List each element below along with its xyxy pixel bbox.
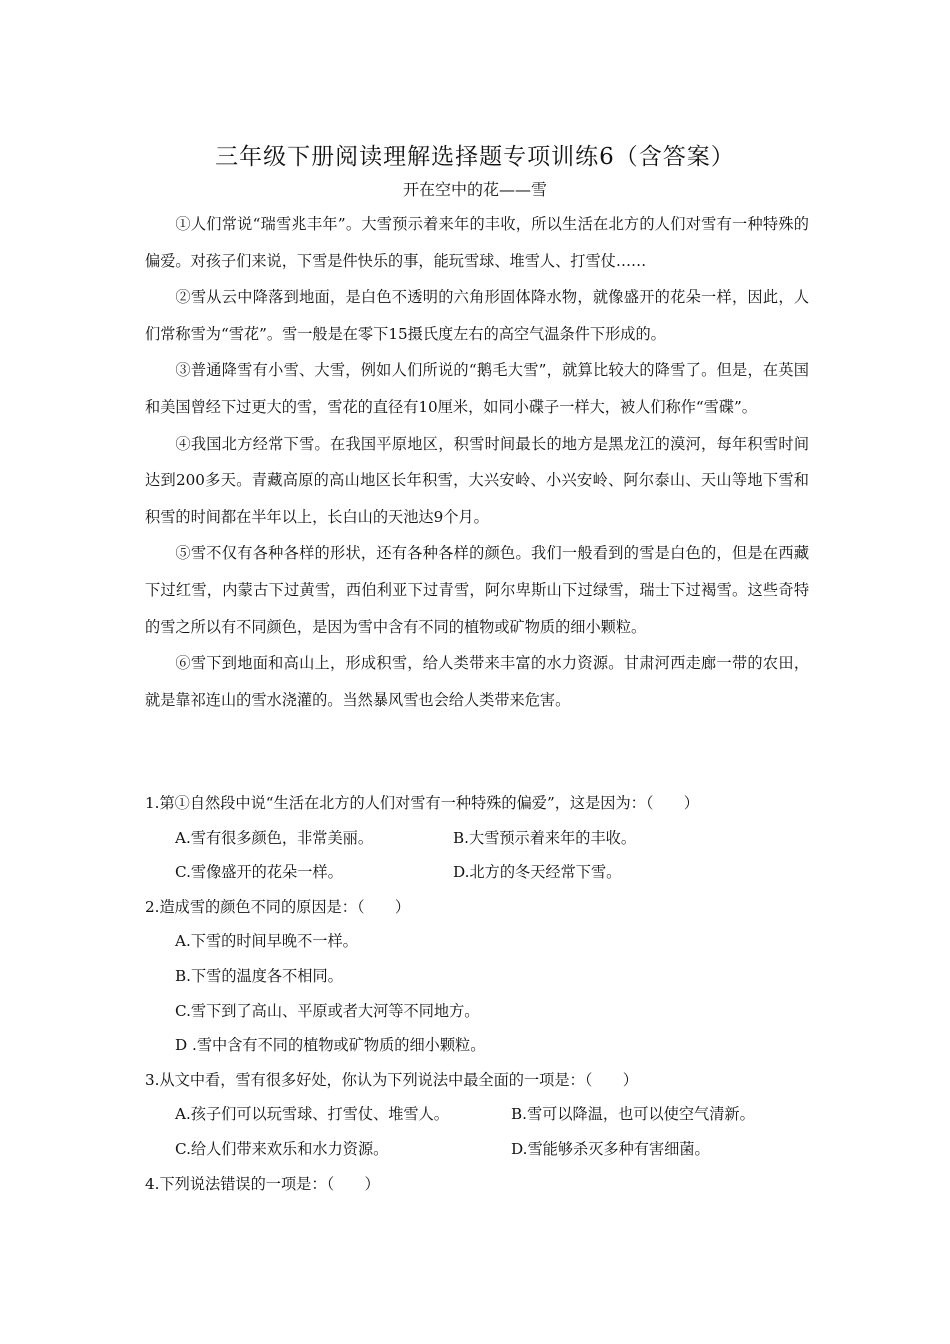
question-3-stem: 3.从文中看，雪有很多好处，你认为下列说法中最全面的一项是：（ ）: [145, 1070, 638, 1089]
question-2-option-c: C.雪下到了高山、平原或者大河等不同地方。: [175, 1001, 480, 1020]
question-3-option-b: B.雪可以降温，也可以使空气清新。: [511, 1105, 755, 1124]
question-3-option-c: C.给人们带来欢乐和水力资源。: [175, 1139, 389, 1158]
question-4-stem: 4.下列说法错误的一项是：（ ）: [145, 1174, 380, 1193]
question-2-stem: 2.造成雪的颜色不同的原因是：（ ）: [145, 897, 411, 916]
question-1-option-c: C.雪像盛开的花朵一样。: [175, 863, 343, 882]
question-1-options-row-1: [145, 821, 809, 856]
question-list: [145, 786, 809, 1201]
paragraph-2: ②雪从云中降落到地面，是白色不透明的六角形固体降水物，就像盛开的花朵一样，因此，人们常称雪为“雪花”。雪一般是在零下15摄氏度左右的高空气温条件下形成的。: [145, 288, 809, 343]
question-1-options-row-2: [145, 855, 809, 890]
question-3-option-d: D.雪能够杀灭多种有害细菌。: [511, 1139, 710, 1158]
question-1-option-b: B.大雪预示着来年的丰收。: [453, 828, 637, 847]
paragraph-4: ④我国北方经常下雪。在我国平原地区，积雪时间最长的地方是黑龙江的漠河，每年积雪时间达到200多天。青藏高原的高山地区长年积雪，大兴安岭、小兴安岭、阿尔泰山、天山等地下雪和积雪的时间都在半年以上，长白山的天池达9个月。: [145, 434, 809, 526]
paragraph-6: ⑥雪下到地面和高山上，形成积雪，给人类带来丰富的水力资源。甘肃河西走廊一带的农田，就是靠祁连山的雪水浇灌的。当然暴风雪也会给人类带来危害。: [145, 654, 809, 709]
paragraph-5: ⑤雪不仅有各种各样的形状，还有各种各样的颜色。我们一般看到的雪是白色的，但是在西藏下过红雪，内蒙古下过黄雪，西伯利亚下过青雪，阿尔卑斯山下过绿雪，瑞士下过褐雪。这些奇特的雪之所以有不同颜色，是因为雪中含有不同的植物或矿物质的细小颗粒。: [145, 544, 809, 636]
question-2-option-a: A.下雪的时间早晚不一样。: [175, 932, 358, 951]
question-1-stem: 1.第①自然段中说“生活在北方的人们对雪有一种特殊的偏爱”，这是因为：（ ）: [145, 794, 699, 812]
question-3-options-row-1: [145, 1097, 809, 1132]
question-3-options-row-2: [145, 1132, 809, 1167]
document-title: 三年级下册阅读理解选择题专项训练6（含答案）: [215, 144, 735, 170]
question-3-option-a: A.孩子们可以玩雪球、打雪仗、堆雪人。: [175, 1105, 449, 1124]
question-1-option-d: D.北方的冬天经常下雪。: [453, 863, 622, 882]
question-2-option-b: B.下雪的温度各不相同。: [175, 966, 343, 985]
paragraph-3: ③普通降雪有小雪、大雪，例如人们所说的“鹅毛大雪”，就算比较大的降雪了。但是，在英国和美国曾经下过更大的雪，雪花的直径有10厘米，如同小碟子一样大，被人们称作“雪碟”。: [145, 361, 809, 416]
passage-title: 开在空中的花——雪: [402, 180, 547, 199]
paragraph-1: ①人们常说“瑞雪兆丰年”。大雪预示着来年的丰收，所以生活在北方的人们对雪有一种特殊的偏爱。对孩子们来说，下雪是件快乐的事，能玩雪球、堆雪人、打雪仗……: [145, 215, 809, 270]
question-1-option-a: A.雪有很多颜色，非常美丽。: [175, 828, 374, 847]
passage-body: [145, 206, 809, 718]
question-2-option-d: D .雪中含有不同的植物或矿物质的细小颗粒。: [175, 1036, 486, 1055]
